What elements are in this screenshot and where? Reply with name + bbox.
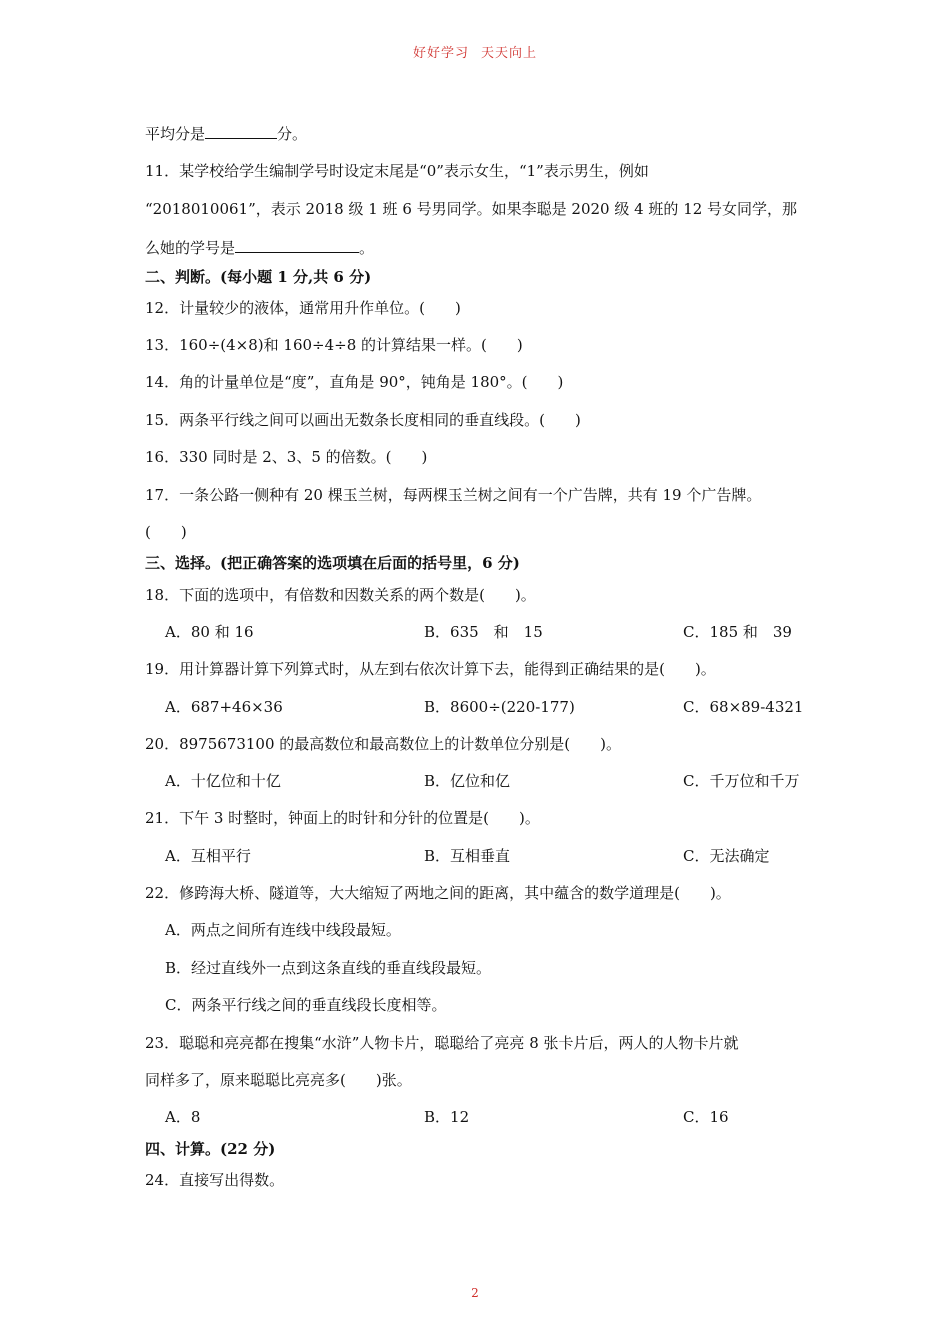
question-20: 20．8975673100 的最高数位和最高数位上的计数单位分别是( )。 [145, 735, 621, 753]
question-24: 24．直接写出得数。 [145, 1171, 285, 1189]
q22-option-a[interactable]: A．两点之间所有连线中线段最短。 [165, 921, 401, 939]
question-11-cont2 [145, 236, 374, 259]
answer-blank[interactable] [205, 122, 277, 139]
question-17: 17．一条公路一侧种有 20 棵玉兰树，每两棵玉兰树之间有一个广告牌，共有 19 个广告牌。 [145, 486, 762, 504]
q23-option-b[interactable]: B．12 [424, 1108, 470, 1126]
q20-option-b[interactable]: B．亿位和亿 [424, 772, 511, 790]
text: 么她的学号是 [145, 239, 236, 257]
q21-option-b[interactable]: B．互相垂直 [424, 847, 511, 865]
question-11: 11．某学校给学生编制学号时设定末尾是“0”表示女生，“1”表示男生，例如 [145, 162, 649, 180]
question-21: 21．下午 3 时整时，钟面上的时针和分针的位置是( )。 [145, 809, 540, 827]
question-15: 15．两条平行线之间可以画出无数条长度相同的垂直线段。( ) [145, 411, 581, 429]
line-average-score [145, 122, 307, 145]
answer-blank[interactable] [235, 236, 359, 253]
text: 分。 [277, 125, 308, 143]
question-18: 18．下面的选项中，有倍数和因数关系的两个数是( )。 [145, 586, 536, 604]
question-23-cont: 同样多了，原来聪聪比亮亮多( )张。 [145, 1071, 412, 1089]
q19-option-a[interactable]: A．687+46×36 [165, 698, 283, 716]
question-19: 19．用计算器计算下列算式时，从左到右依次计算下去，能得到正确结果的是( )。 [145, 660, 716, 678]
question-12: 12．计量较少的液体，通常用升作单位。( ) [145, 299, 461, 317]
question-13: 13．160÷(4×8)和 160÷4÷8 的计算结果一样。( ) [145, 336, 523, 354]
question-23: 23．聪聪和亮亮都在搜集“水浒”人物卡片，聪聪给了亮亮 8 张卡片后，两人的人物卡片就 [145, 1034, 739, 1052]
q19-option-b[interactable]: B．8600÷(220-177) [424, 698, 575, 716]
q18-option-c[interactable]: C．185 和 39 [683, 623, 792, 641]
section-3-title: 三、选择。(把正确答案的选项填在后面的括号里，6 分) [145, 554, 520, 572]
q22-option-b[interactable]: B．经过直线外一点到这条直线的垂直线段最短。 [165, 959, 492, 977]
header-right-text: 天天向上 [481, 46, 538, 61]
page-number: 2 [471, 1286, 479, 1300]
q23-option-c[interactable]: C．16 [683, 1108, 729, 1126]
page-header [0, 42, 950, 61]
q20-option-a[interactable]: A．十亿位和十亿 [165, 772, 281, 790]
q18-option-a[interactable]: A．80 和 16 [165, 623, 254, 641]
section-2-title: 二、判断。(每小题 1 分,共 6 分) [145, 268, 372, 286]
q19-option-c[interactable]: C．68×89-4321 [683, 698, 804, 716]
text: 平均分是 [145, 125, 206, 143]
q18-option-b[interactable]: B．635 和 15 [424, 623, 543, 641]
question-11-cont: “2018010061”，表示 2018 级 1 班 6 号男同学。如果李聪是 2020 级 4 班的 12 号女同学，那 [145, 200, 798, 218]
question-17-cont: ( ) [145, 523, 187, 541]
question-14: 14．角的计量单位是“度”，直角是 90°，钝角是 180°。( ) [145, 373, 564, 391]
q21-option-a[interactable]: A．互相平行 [165, 847, 251, 865]
section-4-title: 四、计算。(22 分) [145, 1140, 276, 1158]
q21-option-c[interactable]: C．无法确定 [683, 847, 770, 865]
question-16: 16．330 同时是 2、3、5 的倍数。( ) [145, 448, 428, 466]
text: 。 [359, 239, 375, 257]
question-22: 22．修跨海大桥、隧道等，大大缩短了两地之间的距离，其中蕴含的数学道理是( )。 [145, 884, 731, 902]
q22-option-c[interactable]: C．两条平行线之间的垂直线段长度相等。 [165, 996, 447, 1014]
q23-option-a[interactable]: A．8 [165, 1108, 201, 1126]
header-left-text: 好好学习 [412, 46, 469, 61]
q20-option-c[interactable]: C．千万位和千万 [683, 772, 800, 790]
